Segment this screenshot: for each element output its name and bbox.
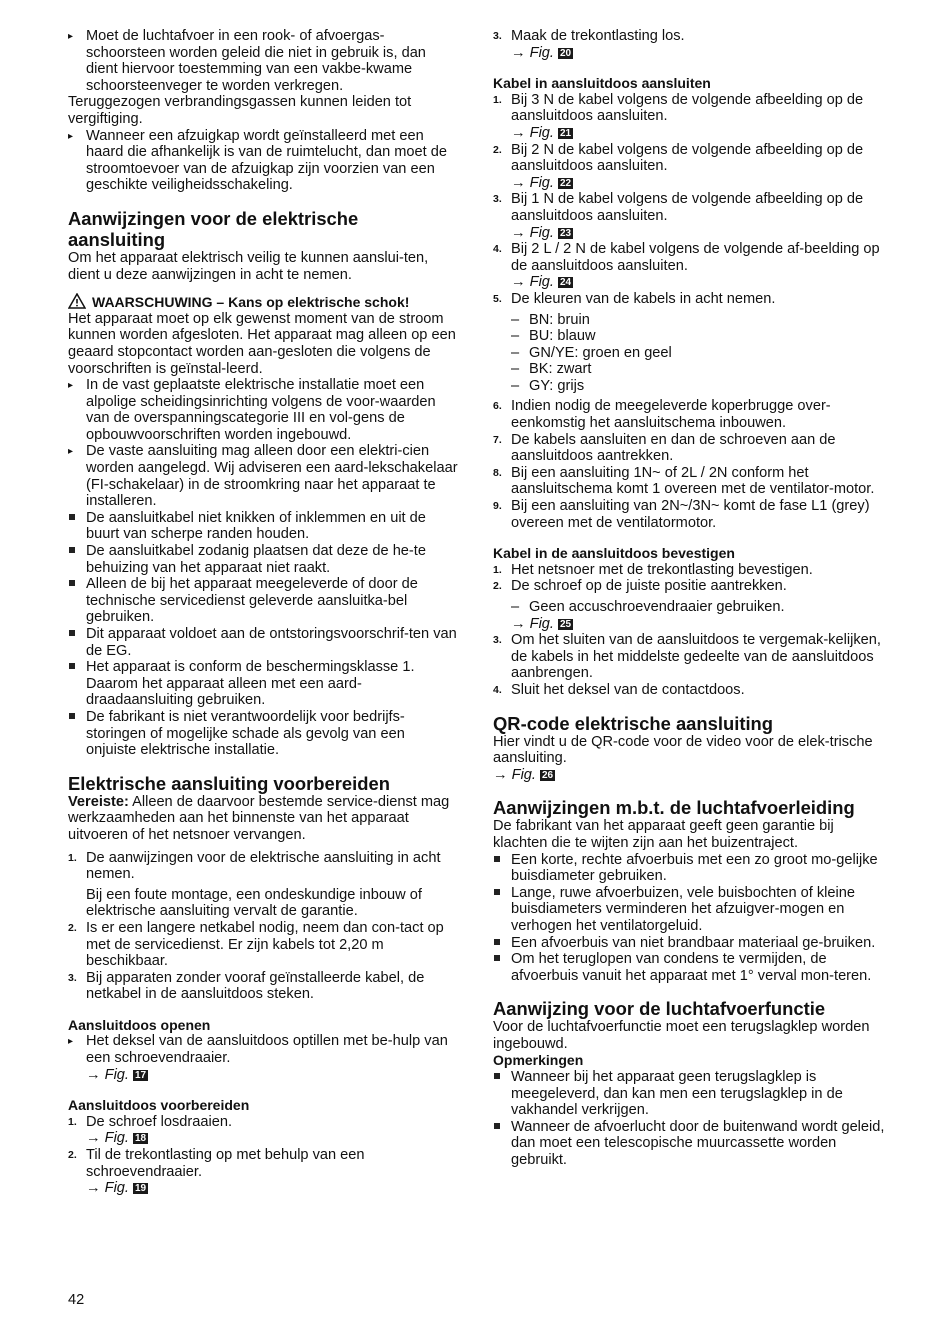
list-item: Om het teruglopen van condens te vermijden, de afvoerbuis vanuit het apparaat met 1° verval mon-teren. [493,951,885,984]
numbered-step: 7. De kabels aansluiten en dan de schroeven aan de aansluitdoos aantrekken. [493,431,836,465]
figure-reference: → Fig. 23 [511,224,572,241]
square-bullet-icon [68,659,84,676]
list-item: ▸ Het deksel van de aansluitdoos optillen met be-hulp van een schroevendraaier. [68,1033,458,1066]
triangle-bullet-icon [68,377,84,396]
list-item: ▸ De vaste aansluiting mag alleen door een elektri-cien worden aangelegd. Wij adviseren een aard-lekschakelaar (FI-schakelaar) in de stroomkring naar het apparaat te installeren. [68,443,458,509]
section-heading: Aanwijzingen m.b.t. de luchtafvoerleiding [493,797,855,819]
color-item: – GN/YE: groen en geel [511,344,672,361]
figure-reference: → Fig. 22 [511,174,572,191]
numbered-step: 2. Bij 2 N de kabel volgens de volgende afbeelding op de aansluitdoos aansluiten. [493,141,864,175]
numbered-step: 3. Bij 1 N de kabel volgens de volgende afbeelding op de aansluitdoos aansluiten. [493,191,864,224]
numbered-step: 2. Til de trekontlasting op met behulp van een schroevendraaier. [68,1147,365,1180]
square-bullet-icon [68,543,84,560]
square-bullet-icon [68,709,84,726]
figure-reference: → Fig. 25 [511,615,572,632]
list-item: Wanneer bij het apparaat geen terugslagklep is meegeleverd, dan kan men een terugslagklep in de vakhandel verkrijgen. [493,1069,885,1119]
section-heading: Aanwijzing voor de luchtafvoerfunctie [493,998,826,1020]
numbered-step: 6. Indien nodig de meegeleverde koperbrugge over-eenkomstig het aansluitschema inbouwen. [493,398,831,432]
numbered-step: 1. Bij 3 N de kabel volgens de volgende afbeelding op de aansluitdoos aansluiten. [493,91,864,125]
figure-reference: → Fig. 19 [86,1180,147,1197]
paragraph: Voor de luchtafvoerfunctie moet een terugslagklep worden ingebouwd. [493,1019,870,1052]
numbered-step: 2. De schroef op de juiste positie aantrekken. [493,578,787,595]
list-item: De aansluitkabel niet knikken of inklemmen en uit de buurt van scherpe randen houden. [68,510,458,543]
list-item: ▸ In de vast geplaatste elektrische installatie moet een alpolige scheidingsinrichting volgens de voor-waarden van de overspanningscategorie III en vol-gens de opbouwvoorschriften worden ingebouwd. [68,377,458,443]
right-column [493,28,885,1169]
list-item: Wanneer de afvoerlucht door de buitenwand wordt geleid, dan moet een telescopische muurcassette worden gebruikt. [493,1119,885,1169]
numbered-step: 3. Om het sluiten van de aansluitdoos te vergemak-kelijken, de kabels in het middelste gedeelte van de aansluitdoos aanbrengen. [493,632,881,682]
subsection-heading: Aansluitdoos voorbereiden [68,1097,250,1114]
subsection-heading: Kabel in de aansluitdoos bevestigen [493,545,735,562]
list-item: ▸ Moet de luchtafvoer in een rook- of afvoergas-schoorsteen worden geleid die niet in gebruik is, dan dient hiervoor toestemming van een vakbe-kwame schoorsteenveger te worden verkregen. [68,28,458,94]
figure-reference: → Fig. 17 [86,1066,147,1083]
list-item: Het apparaat is conform de beschermingsklasse 1. Daarom het apparaat alleen met een aard-draadaansluiting gebruiken. [68,659,458,709]
page-number: 42 [68,1292,85,1308]
color-item: – GY: grijs [511,377,585,394]
numbered-step: 9. Bij een aansluiting van 2N~/3N~ komt de fase L1 (grey) overeen met de ventilatormotor. [493,498,870,531]
numbered-step: 1. De schroef losdraaien. [68,1113,233,1130]
square-bullet-icon [68,576,84,593]
numbered-step: 1. De aanwijzingen voor de elektrische aansluiting in acht nemen. [68,849,441,883]
dash-item: – Geen accuschroevendraaier gebruiken. [511,599,785,615]
square-bullet-icon [493,1069,509,1086]
section-heading: Aanwijzingen voor de elektrische aansluiting [68,207,359,250]
warning-heading: WAARSCHUWING – Kans op elektrische schok! [68,293,458,311]
list-item: Een korte, rechte afvoerbuis met een zo groot mo-gelijke buisdiameter gebruiken. [493,852,885,885]
paragraph: Om het apparaat elektrisch veilig te kunnen aanslui-ten, dient u deze aanwijzingen in acht te nemen. [68,249,429,283]
color-item: – BK: zwart [511,361,592,378]
triangle-bullet-icon [68,443,84,462]
numbered-step: 8. Bij een aansluiting 1N~ of 2L / 2N conform het aansluitschema komt 1 overeen met de ventilator-motor. [493,464,875,498]
square-bullet-icon [68,626,84,643]
subsection-heading: Kabel in aansluitdoos aansluiten [493,75,711,92]
triangle-bullet-icon [68,1033,84,1052]
paragraph: Hier vindt u de QR-code voor de video voor de elek-trische aansluiting. [493,733,873,767]
numbered-step: 5. De kleuren van de kabels in acht nemen. [493,290,776,307]
step-note: Bij een foute montage, een ondeskundige inbouw of elektrische aansluiting vervalt de garantie. [86,886,422,920]
numbered-step: 3. Bij apparaten zonder vooraf geïnstalleerde kabel, de netkabel in de aansluitdoos steken. [68,969,425,1003]
figure-reference: → Fig. 21 [511,124,572,141]
notes-heading: Opmerkingen [493,1052,584,1069]
figure-reference: → Fig. 20 [511,44,572,61]
list-item: De fabrikant is niet verantwoordelijk voor bedrijfs-storingen of mogelijke schade als gevolg van een onjuiste elektrische installatie. [68,709,458,759]
square-bullet-icon [493,935,509,952]
triangle-bullet-icon [68,28,84,47]
numbered-step: 2. Is er een langere netkabel nodig, neem dan con-tact op met de servicedienst. Er zijn kabels tot 2,20 m beschikbaar. [68,919,444,970]
list-item: De aansluitkabel zodanig plaatsen dat deze de he-te behuizing van het apparaat niet raakt. [68,543,458,576]
list-item: Alleen de bij het apparaat meegeleverde of door de technische servicedienst geleverde aansluitka-bel gebruiken. [68,576,458,626]
section-heading: Elektrische aansluiting voorbereiden [68,772,390,794]
square-bullet-icon [493,852,509,869]
list-item: Een afvoerbuis van niet brandbaar materiaal ge-bruiken. [493,935,885,952]
subsection-heading: Aansluitdoos openen [68,1016,211,1033]
square-bullet-icon [493,885,509,902]
square-bullet-icon [493,1119,509,1136]
paragraph: De fabrikant van het apparaat geeft geen garantie bij klachten die te wijten zijn aan het buizentraject. [493,818,834,851]
numbered-step: 3. Maak de trekontlasting los. [493,28,685,44]
numbered-step: 1. Het netsnoer met de trekontlasting bevestigen. [493,561,813,578]
warning-icon [68,293,86,309]
figure-reference: → Fig. 24 [511,274,572,291]
requirement-paragraph: Vereiste: Alleen de daarvoor bestemde service-dienst mag werkzaamheden aan het binnenste van het apparaat uitvoeren of het netsnoer vervangen. [68,793,450,843]
list-item: ▸ Wanneer een afzuigkap wordt geïnstalleerd met een haard die afhankelijk is van de ruimtelucht, dan moet de stroomtoevoer van de afzuigkap zijn voorzien van een geschikte veiligheidsschakeling. [68,128,458,194]
square-bullet-icon [493,951,509,968]
square-bullet-icon [68,510,84,527]
numbered-step: 4. Bij 2 L / 2 N de kabel volgens de volgende af-beelding op de aansluitdoos aansluiten. [493,241,880,274]
section-heading: QR-code elektrische aansluiting [493,712,774,734]
left-column [68,28,458,1197]
color-item: – BN: bruin [511,311,590,328]
color-item: – BU: blauw [511,328,596,345]
figure-reference: → Fig. 26 [493,766,554,783]
list-item: Lange, ruwe afvoerbuizen, vele buisbochten of kleine buisdiameters verminderen het afzuigver-mogen en verhogen het ventilatorgeluid. [493,885,885,935]
triangle-bullet-icon [68,128,84,147]
warning-text: Het apparaat moet op elk gewenst moment van de stroom kunnen worden afgesloten. Het apparaat mag alleen op een geaard stopcontact worden aan-gesloten die volgens de voorschriften is geïnstal-leerd. [68,310,456,377]
list-item: Dit apparaat voldoet aan de ontstoringsvoorschrif-ten van de EG. [68,626,458,659]
numbered-step: 4. Sluit het deksel van de contactdoos. [493,681,745,698]
figure-reference: → Fig. 18 [86,1130,147,1147]
paragraph: Teruggezogen verbrandingsgassen kunnen leiden tot vergiftiging. [68,94,412,127]
